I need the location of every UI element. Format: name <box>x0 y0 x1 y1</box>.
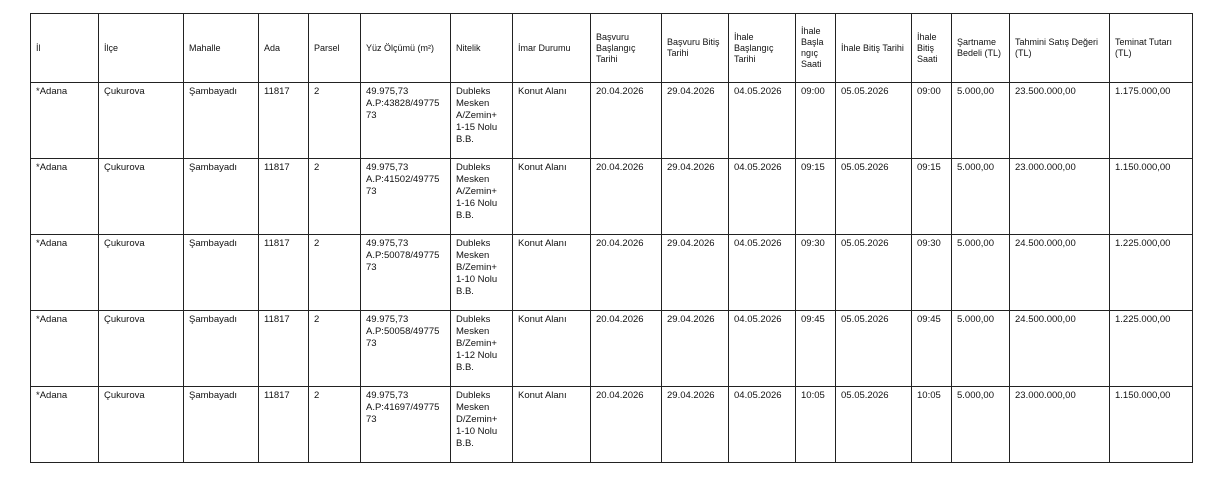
cell-il: *Adana <box>31 235 99 311</box>
table-row <box>31 387 1193 463</box>
header-row <box>31 14 1193 83</box>
cell-ada: 11817 <box>259 311 309 387</box>
column-header-parsel: Parsel <box>309 14 361 83</box>
cell-mahalle: Şambayadı <box>184 83 259 159</box>
cell-ihale-bitis: 05.05.2026 <box>836 159 912 235</box>
cell-ihale-baslangic: 04.05.2026 <box>729 311 796 387</box>
cell-mahalle: Şambayadı <box>184 235 259 311</box>
column-header-ihale-bitis: İhale Bitiş Tarihi <box>836 14 912 83</box>
table-row <box>31 235 1193 311</box>
cell-il: *Adana <box>31 159 99 235</box>
cell-nitelik: Dubleks Mesken D/Zemin+ 1-10 Nolu B.B. <box>451 387 513 463</box>
cell-nitelik: Dubleks Mesken B/Zemin+ 1-12 Nolu B.B. <box>451 311 513 387</box>
cell-nitelik: Dubleks Mesken B/Zemin+ 1-10 Nolu B.B. <box>451 235 513 311</box>
cell-yuzolcumu: 49.975,73 A.P:43828/49775 73 <box>361 83 451 159</box>
cell-ilce: Çukurova <box>99 83 184 159</box>
auction-table <box>30 13 1193 463</box>
cell-il: *Adana <box>31 83 99 159</box>
cell-ihale-bitis-saati: 09:30 <box>912 235 952 311</box>
column-header-ihale-bitis-saati: İhale Bitiş Saati <box>912 14 952 83</box>
cell-tahmini-satis-degeri: 23.000.000,00 <box>1010 387 1110 463</box>
cell-ihale-baslangic: 04.05.2026 <box>729 235 796 311</box>
cell-parsel: 2 <box>309 311 361 387</box>
cell-ihale-bitis: 05.05.2026 <box>836 235 912 311</box>
table-body <box>31 83 1193 463</box>
cell-basvuru-baslangic: 20.04.2026 <box>591 235 662 311</box>
cell-yuzolcumu: 49.975,73 A.P:50078/49775 73 <box>361 235 451 311</box>
cell-parsel: 2 <box>309 83 361 159</box>
cell-parsel: 2 <box>309 387 361 463</box>
cell-ilce: Çukurova <box>99 235 184 311</box>
cell-ihale-bitis: 05.05.2026 <box>836 311 912 387</box>
cell-teminat-tutari: 1.225.000,00 <box>1110 311 1193 387</box>
column-header-basvuru-bitis: Başvuru Bitiş Tarihi <box>662 14 729 83</box>
cell-teminat-tutari: 1.150.000,00 <box>1110 159 1193 235</box>
column-header-yuzolcumu: Yüz Ölçümü (m²) <box>361 14 451 83</box>
cell-ilce: Çukurova <box>99 387 184 463</box>
cell-imar-durumu: Konut Alanı <box>513 387 591 463</box>
cell-ihale-baslangic-saati: 10:05 <box>796 387 836 463</box>
table-header <box>31 14 1193 83</box>
column-header-il: İl <box>31 14 99 83</box>
cell-ihale-bitis-saati: 09:00 <box>912 83 952 159</box>
cell-sartname-bedeli: 5.000,00 <box>952 387 1010 463</box>
cell-ihale-baslangic-saati: 09:00 <box>796 83 836 159</box>
cell-basvuru-baslangic: 20.04.2026 <box>591 83 662 159</box>
column-header-nitelik: Nitelik <box>451 14 513 83</box>
cell-basvuru-bitis: 29.04.2026 <box>662 83 729 159</box>
cell-imar-durumu: Konut Alanı <box>513 83 591 159</box>
cell-imar-durumu: Konut Alanı <box>513 311 591 387</box>
cell-ada: 11817 <box>259 387 309 463</box>
cell-ilce: Çukurova <box>99 159 184 235</box>
cell-yuzolcumu: 49.975,73 A.P:41697/49775 73 <box>361 387 451 463</box>
table-row <box>31 311 1193 387</box>
cell-basvuru-baslangic: 20.04.2026 <box>591 387 662 463</box>
cell-parsel: 2 <box>309 235 361 311</box>
cell-tahmini-satis-degeri: 23.000.000,00 <box>1010 159 1110 235</box>
column-header-imar-durumu: İmar Durumu <box>513 14 591 83</box>
cell-ihale-bitis: 05.05.2026 <box>836 387 912 463</box>
cell-ada: 11817 <box>259 159 309 235</box>
column-header-tahmini-satis-degeri: Tahmini Satış Değeri (TL) <box>1010 14 1110 83</box>
cell-tahmini-satis-degeri: 24.500.000,00 <box>1010 235 1110 311</box>
cell-yuzolcumu: 49.975,73 A.P:41502/49775 73 <box>361 159 451 235</box>
cell-parsel: 2 <box>309 159 361 235</box>
cell-teminat-tutari: 1.225.000,00 <box>1110 235 1193 311</box>
column-header-ada: Ada <box>259 14 309 83</box>
cell-tahmini-satis-degeri: 23.500.000,00 <box>1010 83 1110 159</box>
cell-basvuru-bitis: 29.04.2026 <box>662 311 729 387</box>
cell-il: *Adana <box>31 387 99 463</box>
column-header-ihale-baslangic: İhale Başlangıç Tarihi <box>729 14 796 83</box>
cell-ihale-baslangic: 04.05.2026 <box>729 159 796 235</box>
cell-tahmini-satis-degeri: 24.500.000,00 <box>1010 311 1110 387</box>
cell-ilce: Çukurova <box>99 311 184 387</box>
cell-ihale-baslangic: 04.05.2026 <box>729 387 796 463</box>
cell-il: *Adana <box>31 311 99 387</box>
table-row <box>31 83 1193 159</box>
cell-yuzolcumu: 49.975,73 A.P:50058/49775 73 <box>361 311 451 387</box>
column-header-sartname-bedeli: Şartname Bedeli (TL) <box>952 14 1010 83</box>
cell-basvuru-bitis: 29.04.2026 <box>662 159 729 235</box>
column-header-ihale-baslangic-saati: İhale Başla ngıç Saati <box>796 14 836 83</box>
cell-imar-durumu: Konut Alanı <box>513 159 591 235</box>
column-header-teminat-tutari: Teminat Tutarı (TL) <box>1110 14 1193 83</box>
cell-sartname-bedeli: 5.000,00 <box>952 159 1010 235</box>
column-header-ilce: İlçe <box>99 14 184 83</box>
column-header-basvuru-baslangic: Başvuru Başlangıç Tarihi <box>591 14 662 83</box>
cell-ihale-bitis-saati: 10:05 <box>912 387 952 463</box>
cell-basvuru-baslangic: 20.04.2026 <box>591 159 662 235</box>
cell-imar-durumu: Konut Alanı <box>513 235 591 311</box>
cell-mahalle: Şambayadı <box>184 311 259 387</box>
cell-ada: 11817 <box>259 235 309 311</box>
cell-teminat-tutari: 1.175.000,00 <box>1110 83 1193 159</box>
cell-mahalle: Şambayadı <box>184 387 259 463</box>
cell-ihale-baslangic: 04.05.2026 <box>729 83 796 159</box>
cell-mahalle: Şambayadı <box>184 159 259 235</box>
cell-sartname-bedeli: 5.000,00 <box>952 235 1010 311</box>
cell-ihale-bitis-saati: 09:15 <box>912 159 952 235</box>
cell-ihale-bitis-saati: 09:45 <box>912 311 952 387</box>
cell-basvuru-baslangic: 20.04.2026 <box>591 311 662 387</box>
cell-basvuru-bitis: 29.04.2026 <box>662 235 729 311</box>
cell-basvuru-bitis: 29.04.2026 <box>662 387 729 463</box>
cell-ihale-baslangic-saati: 09:15 <box>796 159 836 235</box>
cell-sartname-bedeli: 5.000,00 <box>952 83 1010 159</box>
cell-teminat-tutari: 1.150.000,00 <box>1110 387 1193 463</box>
column-header-mahalle: Mahalle <box>184 14 259 83</box>
cell-nitelik: Dubleks Mesken A/Zemin+ 1-15 Nolu B.B. <box>451 83 513 159</box>
cell-sartname-bedeli: 5.000,00 <box>952 311 1010 387</box>
table-row <box>31 159 1193 235</box>
cell-ihale-baslangic-saati: 09:45 <box>796 311 836 387</box>
cell-ihale-baslangic-saati: 09:30 <box>796 235 836 311</box>
cell-ada: 11817 <box>259 83 309 159</box>
cell-nitelik: Dubleks Mesken A/Zemin+ 1-16 Nolu B.B. <box>451 159 513 235</box>
cell-ihale-bitis: 05.05.2026 <box>836 83 912 159</box>
